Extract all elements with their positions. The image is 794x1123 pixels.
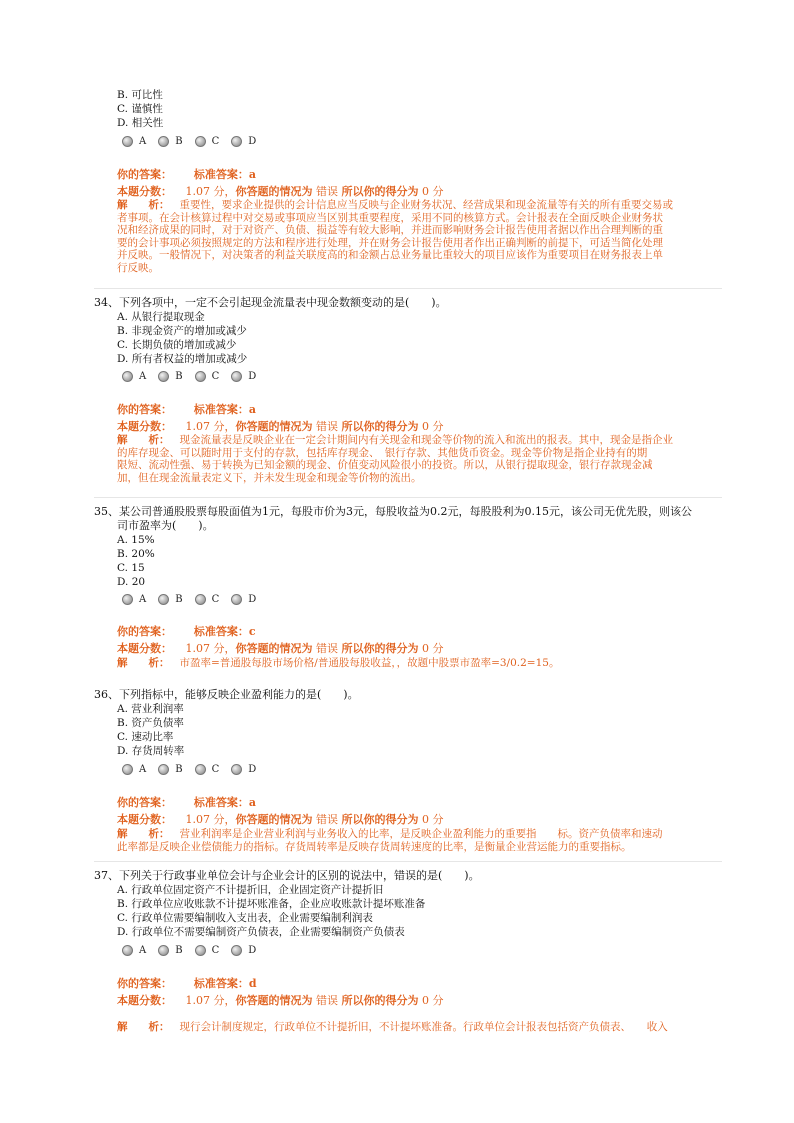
radio-label-a: A — [139, 763, 147, 775]
option-a: A. 营业利润率 — [117, 703, 184, 715]
radio-label-b: B — [175, 763, 183, 775]
radio-c[interactable] — [195, 594, 206, 605]
explanation — [117, 657, 722, 670]
radio-label-c: C — [211, 370, 220, 382]
radio-d[interactable] — [231, 371, 242, 382]
radio-b[interactable] — [158, 136, 169, 147]
explanation — [117, 828, 722, 853]
option-d: D. 相关性 — [117, 117, 164, 129]
score-value: 1.07 分， — [185, 813, 236, 826]
divider — [94, 497, 722, 498]
score-line — [117, 183, 444, 199]
explain-line: 行反映。 — [117, 261, 159, 274]
option-d: D. 存货周转率 — [117, 745, 185, 757]
radio-label-b: B — [175, 135, 183, 147]
answer-radio-group — [122, 368, 268, 384]
option-d: D. 20 — [117, 576, 146, 588]
explain-label: 解 析： — [117, 828, 170, 840]
answer-radio-group — [122, 591, 268, 607]
explain-line: 并反映。一般情况下，对决策者的利益关联度高的和金额占总业务量比重较大的项目应该作为重要项目在财务报表上单 — [117, 249, 663, 262]
your-answer-label: 你的答案： — [117, 168, 172, 181]
radio-label-a: A — [139, 944, 147, 956]
radio-label-c: C — [211, 135, 220, 147]
radio-a[interactable] — [122, 136, 133, 147]
explain-line: 重要性，要求企业提供的会计信息应当反映与企业财务状况、经营成果和现金流量等有关的所有重要交易或 — [179, 199, 673, 211]
explain-line: 要的会计事项必须按照规定的方法和程序进行处理，并在财务会计报告使用者作出正确判断的前提下，可适当简化处理 — [117, 236, 663, 249]
score-value: 1.07 分， — [185, 185, 236, 198]
explain-line: 加，但在现金流量表定义下，并未发生现金和现金等价物的流出。 — [117, 471, 422, 484]
result-value: 错误 — [316, 185, 338, 198]
explain-label: 解 析： — [117, 434, 170, 446]
radio-a[interactable] — [122, 764, 133, 775]
result-label: 你答题的情况为 — [235, 813, 313, 826]
question-34: 34、下列各项中，一定不会引起现金流量表中现金数额变动的是( )。 — [94, 296, 447, 309]
radio-b[interactable] — [158, 945, 169, 956]
radio-label-a: A — [139, 135, 147, 147]
radio-a[interactable] — [122, 945, 133, 956]
radio-label-c: C — [211, 763, 220, 775]
explanation — [117, 434, 722, 484]
option-c: C. 行政单位需要编制收入支出表，企业需要编制利润表 — [117, 912, 373, 924]
question-35 — [94, 505, 692, 533]
standard-answer: 标准答案：c — [193, 625, 256, 638]
got-label: 所以你的得分为 — [341, 185, 419, 198]
radio-b[interactable] — [158, 764, 169, 775]
question-37: 37、下列关于行政事业单位会计与企业会计的区别的说法中，错误的是( )。 — [94, 869, 480, 882]
answer-line — [117, 623, 256, 639]
radio-b[interactable] — [158, 594, 169, 605]
radio-label-d: D — [248, 763, 257, 775]
option-d: D. 行政单位不需要编制资产负债表，企业需要编制资产负债表 — [117, 926, 405, 938]
got-label: 所以你的得分为 — [341, 420, 419, 433]
option-c: C. 速动比率 — [117, 731, 174, 743]
answer-line — [117, 401, 256, 417]
explanation — [117, 199, 722, 275]
option-d: D. 所有者权益的增加或减少 — [117, 353, 248, 365]
radio-c[interactable] — [195, 945, 206, 956]
option-c: C. 谨慎性 — [117, 103, 163, 115]
result-value: 错误 — [316, 813, 338, 826]
result-value: 错误 — [316, 420, 338, 433]
radio-label-c: C — [211, 593, 220, 605]
standard-answer: 标准答案：d — [193, 977, 257, 990]
option-a: A. 从银行提取现金 — [117, 311, 205, 323]
score-line — [117, 992, 444, 1008]
explain-line: 况和经济成果的同时，对于对资产、负债、损益等有较大影响，并进而影响财务会计报告使用者据以作出合理判断的重 — [117, 224, 663, 237]
radio-d[interactable] — [231, 136, 242, 147]
radio-d[interactable] — [231, 594, 242, 605]
result-label: 你答题的情况为 — [235, 994, 313, 1007]
got-label: 所以你的得分为 — [341, 994, 419, 1007]
score-label: 本题分数： — [117, 994, 172, 1007]
explanation — [117, 1021, 722, 1034]
standard-answer: 标准答案：a — [193, 403, 256, 416]
option-b: B. 20% — [117, 548, 155, 560]
score-label: 本题分数： — [117, 813, 172, 826]
got-value: 0 分 — [422, 185, 444, 198]
option-b: B. 资产负债率 — [117, 717, 184, 729]
radio-label-a: A — [139, 593, 147, 605]
explain-line: 现金流量表是反映企业在一定会计期间内有关现金和现金等价物的流入和流出的报表。其中，现金是指企业 — [179, 434, 673, 446]
radio-label-d: D — [248, 944, 257, 956]
divider — [94, 861, 722, 862]
score-line — [117, 418, 444, 434]
answer-radio-group — [122, 942, 268, 958]
got-value: 0 分 — [422, 642, 444, 655]
your-answer-label: 你的答案： — [117, 796, 172, 809]
explain-line: 的库存现金、可以随时用于支付的存款，包括库存现金、 银行存款、其他货币资金。现金等价物是指企业持有的期 — [117, 446, 648, 459]
option-c: C. 15 — [117, 562, 145, 574]
option-c: C. 长期负债的增加或减少 — [117, 339, 237, 351]
got-value: 0 分 — [422, 420, 444, 433]
score-value: 1.07 分， — [185, 420, 236, 433]
score-label: 本题分数： — [117, 185, 172, 198]
your-answer-label: 你的答案： — [117, 977, 172, 990]
radio-c[interactable] — [195, 371, 206, 382]
result-label: 你答题的情况为 — [235, 420, 313, 433]
explain-line: 者事项。在会计核算过程中对交易或事项应当区别其重要程度，采用不同的核算方式。会计报表在全面反映企业财务状 — [117, 211, 663, 224]
radio-label-d: D — [248, 135, 257, 147]
explain-line: 限短、流动性强、易于转换为已知金额的现金、价值变动风险很小的投资。所以，从银行提取现金，银行存款现金减 — [117, 459, 653, 472]
option-b: B. 可比性 — [117, 89, 163, 101]
option-a: A. 行政单位固定资产不计提折旧，企业固定资产计提折旧 — [117, 884, 384, 896]
radio-c[interactable] — [195, 136, 206, 147]
score-line — [117, 640, 444, 656]
explain-line: 营业利润率是企业营业利润与业务收入的比率，是反映企业盈利能力的重要指 标。资产负债率和速动 — [179, 828, 663, 840]
explain-label: 解 析： — [117, 199, 170, 211]
result-value: 错误 — [316, 994, 338, 1007]
score-value: 1.07 分， — [185, 642, 236, 655]
radio-label-b: B — [175, 944, 183, 956]
radio-label-c: C — [211, 944, 220, 956]
result-value: 错误 — [316, 642, 338, 655]
explain-label: 解 析： — [117, 657, 170, 669]
standard-answer: 标准答案：a — [193, 168, 256, 181]
radio-label-d: D — [248, 593, 257, 605]
answer-line — [117, 975, 257, 991]
score-label: 本题分数： — [117, 420, 172, 433]
option-b: B. 非现金资产的增加或减少 — [117, 325, 247, 337]
result-label: 你答题的情况为 — [235, 185, 313, 198]
answer-line — [117, 166, 256, 182]
explain-line: 此率都是反映企业偿债能力的指标。存货周转率是反映存货周转速度的比率，是衡量企业营运能力的重要指标。 — [117, 840, 632, 853]
got-value: 0 分 — [422, 994, 444, 1007]
answer-radio-group — [122, 133, 268, 149]
radio-a[interactable] — [122, 594, 133, 605]
radio-label-a: A — [139, 370, 147, 382]
divider — [94, 288, 722, 289]
score-label: 本题分数： — [117, 642, 172, 655]
got-value: 0 分 — [422, 813, 444, 826]
explain-label: 解 析： — [117, 1021, 170, 1033]
got-label: 所以你的得分为 — [341, 813, 419, 826]
radio-label-d: D — [248, 370, 257, 382]
explain-line: 现行会计制度规定，行政单位不计提折旧，不计提坏账准备。行政单位会计报表包括资产负债表、 收入 — [179, 1021, 668, 1033]
answer-line — [117, 794, 256, 810]
your-answer-label: 你的答案： — [117, 403, 172, 416]
got-label: 所以你的得分为 — [341, 642, 419, 655]
score-value: 1.07 分， — [185, 994, 236, 1007]
radio-d[interactable] — [231, 764, 242, 775]
result-label: 你答题的情况为 — [235, 642, 313, 655]
explain-line: 市盈率=普通股每股市场价格/普通股每股收益，，故题中股票市盈率=3/0.2=15。 — [179, 657, 560, 669]
question-line: 司市盈率为( )。 — [117, 519, 214, 532]
score-line — [117, 811, 444, 827]
radio-d[interactable] — [231, 945, 242, 956]
question-36: 36、下列指标中，能够反映企业盈利能力的是( )。 — [94, 688, 359, 701]
option-a: A. 15% — [117, 534, 155, 546]
radio-c[interactable] — [195, 764, 206, 775]
radio-a[interactable] — [122, 371, 133, 382]
radio-label-b: B — [175, 593, 183, 605]
your-answer-label: 你的答案： — [117, 625, 172, 638]
radio-label-b: B — [175, 370, 183, 382]
answer-radio-group — [122, 761, 268, 777]
question-line: 35、某公司普通股股票每股面值为1元，每股市价为3元，每股收益为0.2元，每股股利为0.15元，该公司无优先股，则该公 — [94, 505, 692, 518]
standard-answer: 标准答案：a — [193, 796, 256, 809]
radio-b[interactable] — [158, 371, 169, 382]
option-b: B. 行政单位应收账款不计提坏账准备，企业应收账款计提坏账准备 — [117, 898, 426, 910]
